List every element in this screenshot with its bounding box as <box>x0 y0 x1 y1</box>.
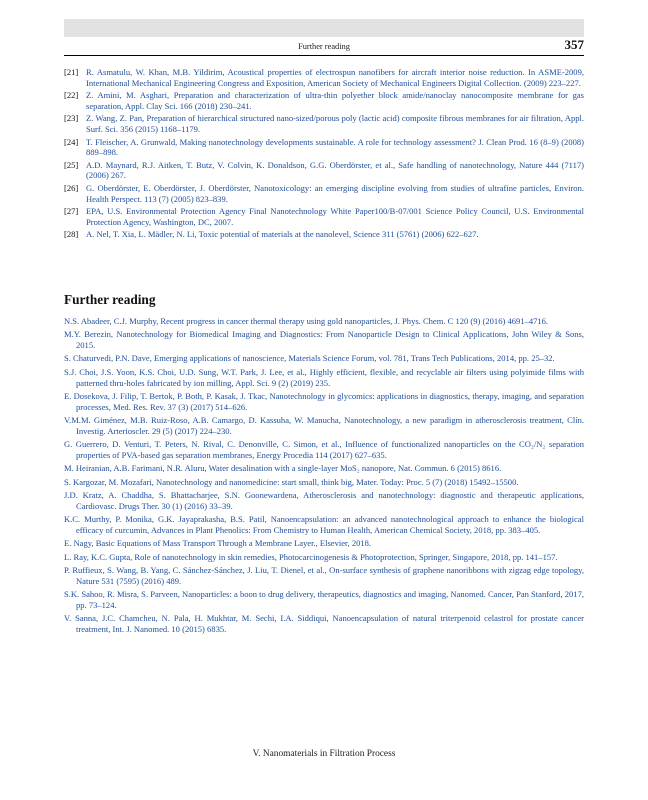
reference-number: [22] <box>64 90 79 101</box>
further-reading-item[interactable]: N.S. Abadeer, C.J. Murphy, Recent progress in cancer thermal therapy using gold nanoparticles, J. Phys. Chem. C 120 (9) (2016) 4691–4716. <box>64 316 549 326</box>
further-reading-item[interactable]: E. Nagy, Basic Equations of Mass Transport Through a Membrane Layer., Elsevier, 2018. <box>64 538 372 549</box>
further-reading-heading: Further reading <box>64 292 156 307</box>
reference-number: [26] <box>64 182 79 193</box>
page-number: 357 <box>564 37 584 52</box>
reference-link[interactable]: T. Fleischer, A. Grunwald, Making nanotechnology developments sustainable. A role for technology assessment? J. Clean Prod. 16 (8–9) (2008) 889–898. <box>86 136 584 158</box>
reference-link[interactable]: A.D. Maynard, R.J. Aitken, T. Butz, V. Colvin, K. Donaldson, G.G. Oberdörster, et al., Safe handling of nanotechnology, Nature 444 (7117) (2006) 267. <box>86 159 584 181</box>
running-title: Further reading <box>298 42 350 51</box>
reference-item <box>64 229 584 240</box>
reference-link[interactable]: Z. Amini, M. Asghari, Preparation and characterization of ultra-thin polyether block amide/nanoclay nanocomposite membrane for gas separation, Appl. Clay Sci. 166 (2018) 230–241. <box>86 90 584 111</box>
further-reading-item[interactable]: S. Kargozar, M. Mozafari, Nanotechnology and nanomedicine: start small, think big, Mater. Today: Proc. 5 (7) (2018) 15492–15500. <box>64 476 519 487</box>
footer-section-title: V. Nanomaterials in Filtration Process <box>252 749 396 759</box>
reference-list <box>64 67 584 242</box>
further-reading-item[interactable]: K.C. Murthy, P. Monika, G.K. Jayaprakasha, B.S. Patil, Nanoencapsulation: an advanced nanotechnological approach to enhance the biological efficacy of curcumin, Advances in Plant Phenolics: From Chemistry to Human Health, American Chemical Society, 2018, pp. 383–405. <box>64 514 584 535</box>
further-reading-item[interactable]: S.K. Sahoo, R. Misra, S. Parveen, Nanoparticles: a boon to drug delivery, therapeutics, diagnostics and imaging, Nanomed. Cancer, Pan Stanford, 2017, pp. 73–124. <box>64 589 584 610</box>
further-reading-item[interactable]: L. Ray, K.C. Gupta, Role of nanotechnology in skin remedies, Photocarcinogenesis & Photoprotection, Springer, Singapore, 2018, pp. 141–157. <box>64 551 558 562</box>
reference-link[interactable]: R. Asmatulu, W. Khan, M.B. Yildirim, Acoustical properties of electrospun nanofibers for aircraft interior noise reduction. In ASME-2009, International Mechanical Engineering Congress and Exposition, American Society of Mechanical Engineers Digital Collection. (2009) 223–227. <box>86 67 584 88</box>
further-reading-item[interactable]: P. Ruffieux, S. Wang, B. Yang, C. Sánchez-Sánchez, J. Liu, T. Dienel, et al., On-surface synthesis of graphene nanoribbons with zigzag edge topology, Nature 531 (7595) (2016) 489. <box>64 565 584 586</box>
reference-link[interactable]: G. Oberdörster, E. Oberdörster, J. Oberdörster, Nanotoxicology: an emerging discipline evolving from studies of ultrafine particles, Environ. Health Perspect. 113 (7) (2005) 823–839. <box>86 182 584 204</box>
reference-item <box>64 113 584 134</box>
reference-number: [24] <box>64 136 79 147</box>
reference-number: [25] <box>64 159 79 170</box>
header-bar <box>64 19 584 37</box>
reference-link[interactable]: EPA, U.S. Environmental Protection Agency Final Nanotechnology White Paper100/B-07/001 Science Policy Council, U.S. Environmental Protection Agency, Washington, DC, 2007. <box>86 206 584 227</box>
reference-number: [23] <box>64 113 79 124</box>
reference-number: [27] <box>64 206 79 217</box>
further-reading-item[interactable]: V. Sanna, J.C. Chamcheu, N. Pala, H. Mukhtar, M. Sechi, I.A. Siddiqui, Nanoencapsulation of natural triterpenoid celastrol for prostate cancer treatment, Int. J. Nanomed. 10 (2015) 6835. <box>64 613 584 634</box>
further-reading-list <box>64 316 584 637</box>
reference-number: [28] <box>64 229 79 240</box>
reference-number: [21] <box>64 67 79 77</box>
reference-link[interactable]: Z. Wang, Z. Pan, Preparation of hierarchical structured nano-sized/porous poly (lactic acid) composite fibrous membranes for air filtration, Appl. Surf. Sci. 356 (2015) 1168–1179. <box>86 113 584 134</box>
reference-item <box>64 206 584 227</box>
reference-item <box>64 90 584 111</box>
further-reading-item[interactable]: G. Guerrero, D. Venturi, T. Peters, N. Rival, C. Denonville, C. Simon, et al., Influence of functionalized nanoparticles on the CO₂/N₂ separation properties of PVA-based gas separation membranes, Energy Procedia 114 (2017) 627–635. <box>64 439 584 460</box>
further-reading-item[interactable]: E. Dosekova, J. Filip, T. Bertok, P. Both, P. Kasak, J. Tkac, Nanotechnology in glycomics: applications in diagnostics, therapy, imaging, and separation processes, Med. Res. Rev. 37 (3) (2017) 514–626. <box>64 390 584 412</box>
further-reading-item[interactable]: V.M.M. Giménez, M.B. Ruiz-Roso, A.B. Camargo, D. Kassuha, W. Manucha, Nanotechnology, a new paradigm in atherosclerosis treatment, Clín. Investig. Arterioscler. 29 (5) (2017) 224–230. <box>64 415 584 436</box>
reference-item <box>64 183 584 204</box>
further-reading-item[interactable]: S. Chaturvedi, P.N. Dave, Emerging applications of nanoscience, Materials Science Forum, vol. 781, Trans Tech Publications, 2014, pp. 25–32. <box>64 353 555 364</box>
further-reading-item[interactable]: M. Heiranian, A.B. Farimani, N.R. Aluru, Water desalination with a single-layer MoS₂ nanopore, Nat. Commun. 6 (2015) 8616. <box>64 463 502 474</box>
further-reading-item[interactable]: J.D. Kratz, A. Chaddha, S. Bhattacharjee, S.N. Goonewardena, Atherosclerosis and nanotechnology: diagnostic and therapeutic applications, Cardiovasc. Drugs Ther. 30 (1) (2016) 33–39. <box>64 490 584 511</box>
reference-item <box>64 160 584 181</box>
further-reading-item[interactable]: M.Y. Berezin, Nanotechnology for Biomedical Imaging and Diagnostics: From Nanoparticle Design to Clinical Applications, John Wiley & Sons, 2015. <box>64 329 584 351</box>
further-reading-item[interactable]: S.J. Choi, J.S. Yoon, K.S. Choi, U.D. Sung, W.T. Park, J. Lee, et al., Highly efficient, flexible, and recyclable air filters using polyimide films with patterned thru-holes fabricated by ion milling, Appl. Sci. 9 (2) (2019) 235. <box>64 366 584 388</box>
header-rule <box>64 55 584 56</box>
reference-link[interactable]: A. Nel, T. Xia, L. Mädler, N. Li, Toxic potential of materials at the nanolevel, Science 311 (5761) (2006) 622–627. <box>86 229 479 240</box>
reference-item <box>64 67 584 88</box>
reference-item <box>64 137 584 158</box>
